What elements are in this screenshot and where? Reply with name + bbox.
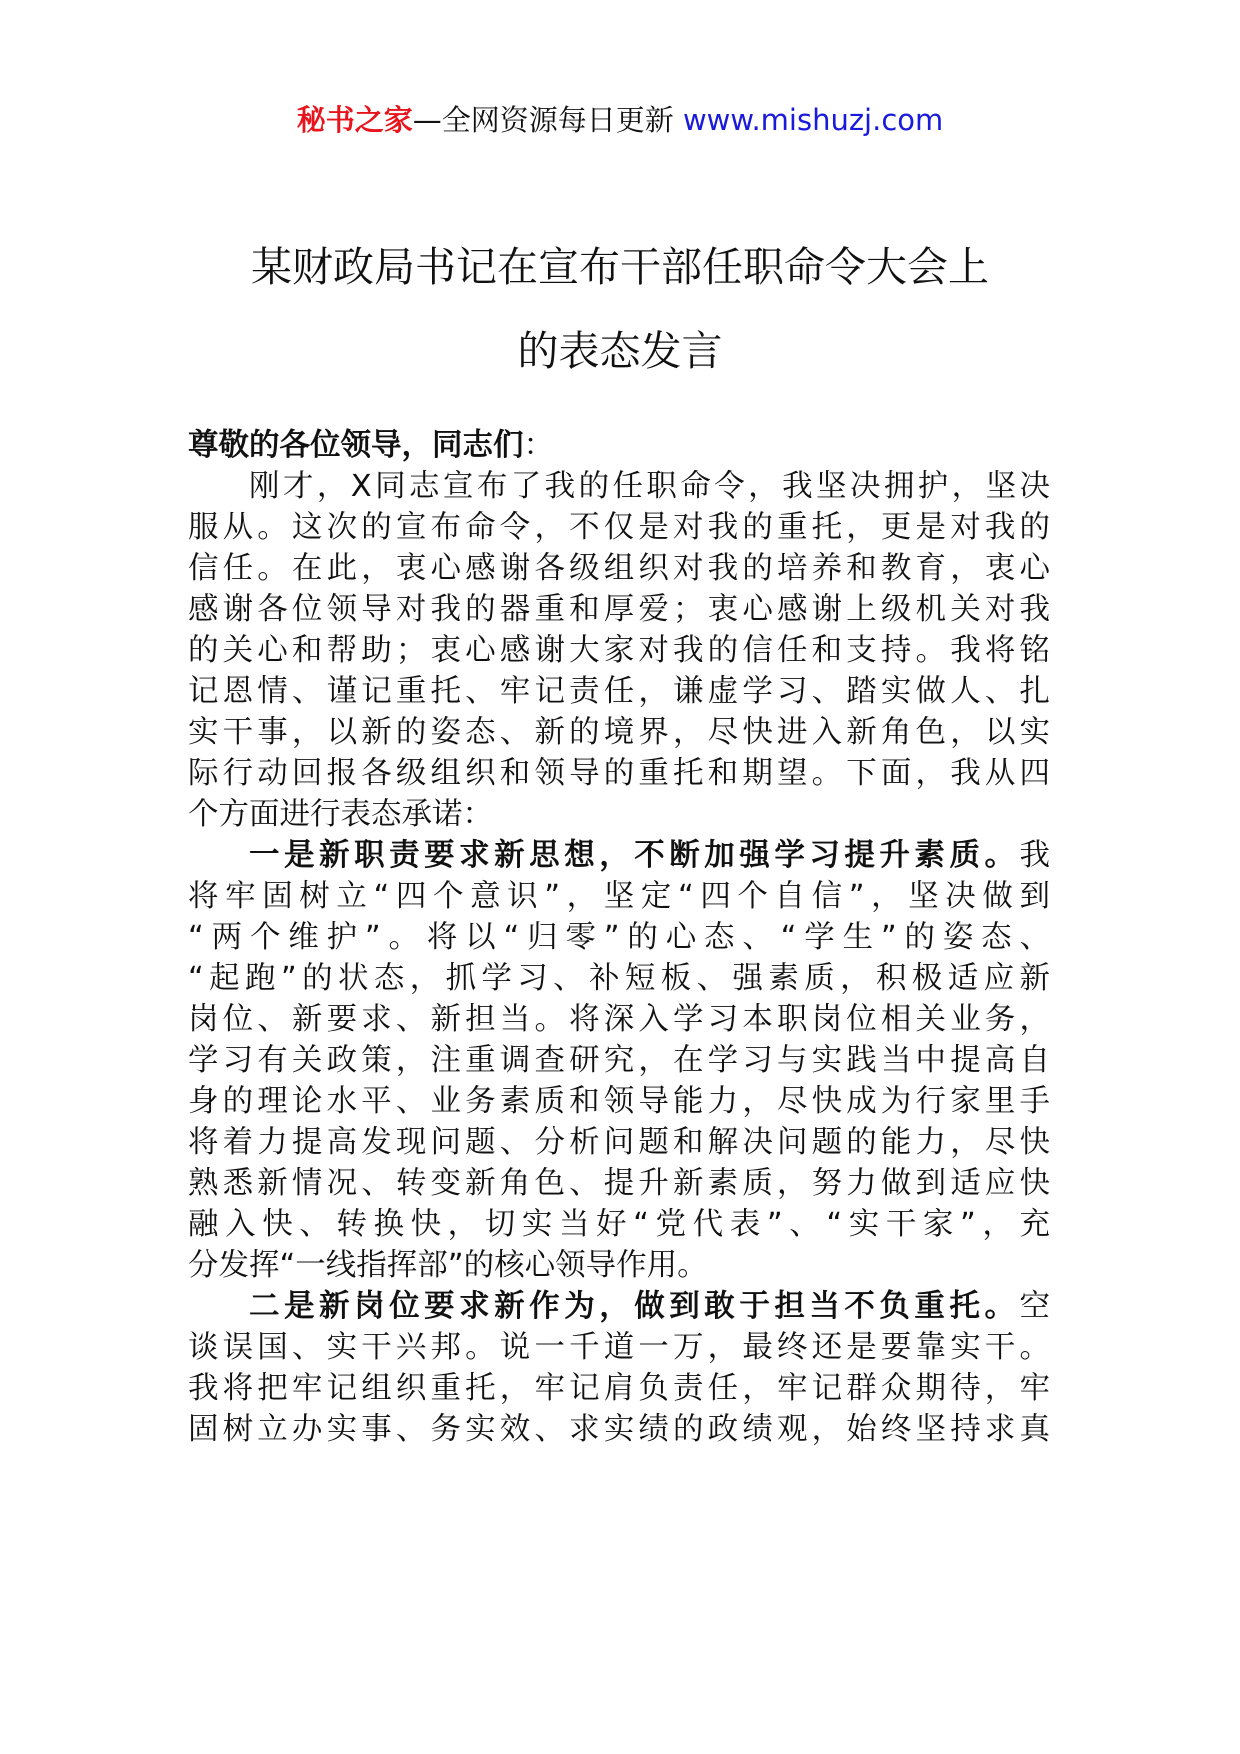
paragraph-line: “两个维护”。将以“归零”的心态、“学生”的姿态、 [188, 920, 1050, 955]
paragraph-line [188, 835, 1050, 876]
paragraph-heading: 一是新职责要求新思想，不断加强学习提升素质。 [249, 838, 1020, 873]
paragraph-line: 固树立办实事、务实效、求实绩的政绩观，始终坚持求真 [188, 1412, 1050, 1447]
paragraph-line: 我将把牢记组织重托，牢记肩负责任，牢记群众期待，牢 [188, 1371, 1050, 1406]
paragraph-line: 身的理论水平、业务素质和领导能力，尽快成为行家里手 [188, 1084, 1050, 1119]
paragraph-line: 学习有关政策，注重调查研究，在学习与实践当中提高自 [188, 1043, 1050, 1078]
title-line-1: 某财政局书记在宣布干部任职命令大会上 [251, 243, 989, 291]
salutation-colon: ： [523, 428, 554, 463]
header-site-url[interactable]: www.mishuzj.com [682, 103, 944, 137]
header-brand: 秘书之家 [296, 103, 413, 137]
paragraph-line: 谈误国、实干兴邦。说一千道一万，最终还是要靠实干。 [188, 1330, 1050, 1365]
paragraph-line: 分发挥“一线指挥部”的核心领导作用。 [188, 1248, 708, 1283]
paragraph-line: “起跑”的状态，抓学习、补短板、强素质，积极适应新 [188, 961, 1050, 996]
title-line-2: 的表态发言 [517, 327, 723, 375]
salutation-text: 尊敬的各位领导，同志们 [188, 428, 524, 463]
document-body [188, 425, 1050, 1450]
paragraph-3 [188, 1286, 1050, 1450]
paragraph-line: 实干事，以新的姿态、新的境界，尽快进入新角色，以实 [188, 715, 1050, 750]
paragraph-line: 的关心和帮助；衷心感谢大家对我的信任和支持。我将铭 [188, 633, 1050, 668]
paragraph-line: 岗位、新要求、新担当。将深入学习本职岗位相关业务， [188, 1002, 1050, 1037]
paragraph-text: 我 [1019, 838, 1050, 873]
document-title [150, 225, 1090, 393]
paragraph-line [188, 1286, 1050, 1327]
paragraph-text: 空 [1019, 1289, 1050, 1324]
header-tagline: —全网资源每日更新 [412, 103, 683, 137]
paragraph-line: 融入快、转换快，切实当好“党代表”、“实干家”，充 [188, 1207, 1050, 1242]
watermark-header [0, 100, 1240, 140]
paragraph-line: 服从。这次的宣布命令，不仅是对我的重托，更是对我的 [188, 510, 1050, 545]
paragraph-line: 记恩情、谨记重托、牢记责任，谦虚学习、踏实做人、扎 [188, 674, 1050, 709]
paragraph-line: 个方面进行表态承诺： [188, 797, 493, 832]
paragraph-2 [188, 835, 1050, 1286]
paragraph-line: 信任。在此，衷心感谢各级组织对我的培养和教育，衷心 [188, 551, 1050, 586]
paragraph-line: 刚才，X同志宣布了我的任职命令，我坚决拥护，坚决 [249, 469, 1050, 504]
paragraph-1 [188, 466, 1050, 835]
paragraph-line: 将着力提高发现问题、分析问题和解决问题的能力，尽快 [188, 1125, 1050, 1160]
salutation [188, 425, 1050, 466]
paragraph-line: 将牢固树立“四个意识”，坚定“四个自信”，坚决做到 [188, 879, 1050, 914]
paragraph-line: 感谢各位领导对我的器重和厚爱；衷心感谢上级机关对我 [188, 592, 1050, 627]
paragraph-line: 际行动回报各级组织和领导的重托和期望。下面，我从四 [188, 756, 1050, 791]
paragraph-line: 熟悉新情况、转变新角色、提升新素质，努力做到适应快 [188, 1166, 1050, 1201]
paragraph-heading: 二是新岗位要求新作为，做到敢于担当不负重托。 [249, 1289, 1020, 1324]
